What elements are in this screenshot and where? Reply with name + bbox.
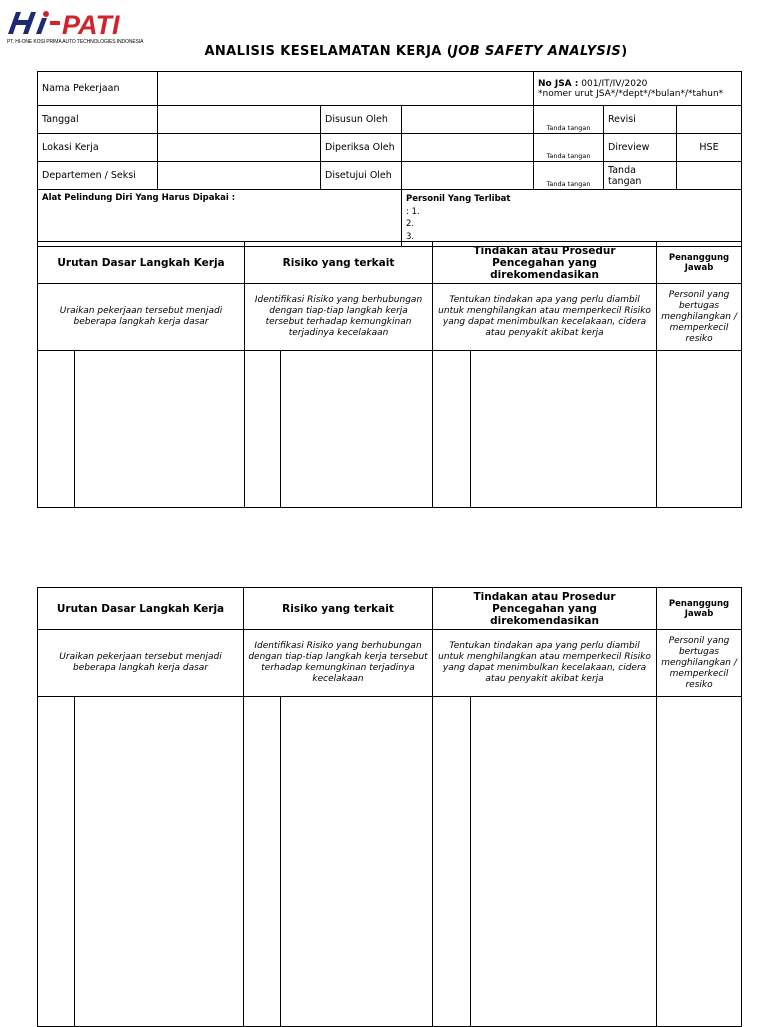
desc-risiko: Identifikasi Risiko yang berhubungan dengan tiap-tiap langkah kerja tersebut terhadap kemungkinan terjadinya kecelakaan	[245, 284, 433, 351]
entry-urutan[interactable]	[75, 697, 244, 1027]
personil-item-2: 2.	[406, 219, 415, 229]
label-no-jsa: No JSA :	[538, 79, 579, 89]
header-penanggung-jawab: Penanggung Jawab	[657, 242, 742, 284]
personil-item-3: 3.	[406, 231, 415, 242]
value-hse: HSE	[677, 134, 742, 162]
label-diperiksa-oleh: Diperiksa Oleh	[321, 134, 402, 162]
desc-urutan: Uraikan pekerjaan tersebut menjadi beberapa langkah kerja dasar	[38, 284, 245, 351]
entry-urutan[interactable]	[75, 351, 245, 508]
desc-penanggung-jawab: Personil yang bertugas menghilangkan / memperkecil resiko	[657, 284, 742, 351]
label-apd: Alat Pelindung Diri Yang Harus Dipakai :	[42, 193, 236, 203]
field-tanggal[interactable]	[158, 106, 321, 134]
field-lokasi-kerja[interactable]	[158, 134, 321, 162]
desc-penanggung-jawab: Personil yang bertugas menghilangkan / memperkecil resiko	[657, 630, 742, 697]
field-disusun-oleh[interactable]	[402, 106, 534, 134]
jsa-table-2	[37, 587, 742, 1027]
desc-urutan: Uraikan pekerjaan tersebut menjadi beberapa langkah kerja dasar	[38, 630, 244, 697]
entry-risiko[interactable]	[281, 351, 433, 508]
entry-penanggung-jawab[interactable]	[657, 351, 742, 508]
label-direview: Direview	[604, 134, 677, 162]
value-no-jsa: 001/IT/IV/2020	[578, 79, 648, 89]
signature-disusun[interactable]: Tanda tangan	[534, 106, 604, 134]
label-nama-pekerjaan: Nama Pekerjaan	[38, 72, 158, 106]
info-table	[37, 71, 742, 247]
label-disetujui-oleh: Disetujui Oleh	[321, 162, 402, 190]
personil-item-1: : 1.	[406, 206, 420, 217]
entry-no-tindakan[interactable]	[433, 697, 471, 1027]
label-tanggal: Tanggal	[38, 106, 158, 134]
no-jsa-format-hint: *nomer urut JSA*/*dept*/*bulan*/*tahun*	[538, 89, 724, 99]
header-risiko: Risiko yang terkait	[245, 242, 433, 284]
field-departemen[interactable]	[158, 162, 321, 190]
label-disusun-oleh: Disusun Oleh	[321, 106, 402, 134]
field-disetujui-oleh[interactable]	[402, 162, 534, 190]
label-lokasi-kerja: Lokasi Kerja	[38, 134, 158, 162]
header-urutan: Urutan Dasar Langkah Kerja	[38, 242, 245, 284]
header-risiko: Risiko yang terkait	[244, 588, 433, 630]
company-name: PT. HI-ONE KOSI PRIMA AUTO TECHNOLOGIES INDONESIA	[7, 39, 144, 45]
entry-penanggung-jawab[interactable]	[657, 697, 742, 1027]
entry-tindakan[interactable]	[471, 351, 657, 508]
jsa-table-1	[37, 241, 742, 508]
entry-tindakan[interactable]	[471, 697, 657, 1027]
svg-text:PATI: PATI	[62, 10, 120, 38]
desc-risiko: Identifikasi Risiko yang berhubungan dengan tiap-tiap langkah kerja tersebut terhadap kemungkinan terjadinya kecelakaan	[244, 630, 433, 697]
entry-no-urutan[interactable]	[38, 697, 75, 1027]
company-logo	[6, 8, 156, 48]
field-tanda-tangan[interactable]	[677, 162, 742, 190]
label-personil: Personil Yang Terlibat	[406, 194, 511, 204]
apd-cell[interactable]	[38, 190, 402, 247]
header-penanggung-jawab: Penanggung Jawab	[657, 588, 742, 630]
header-tindakan: Tindakan atau Prosedur Pencegahan yang direkomendasikan	[433, 242, 657, 284]
label-departemen: Departemen / Seksi	[38, 162, 158, 190]
label-revisi: Revisi	[604, 106, 677, 134]
header-urutan: Urutan Dasar Langkah Kerja	[38, 588, 244, 630]
personil-cell[interactable]	[402, 190, 742, 247]
entry-no-risiko[interactable]	[245, 351, 281, 508]
desc-tindakan: Tentukan tindakan apa yang perlu diambil untuk menghilangkan atau memperkecil Risiko yang dapat menimbulkan kecelakaan, cidera atau penyakit akibat kerja	[433, 284, 657, 351]
label-tanda-tangan: Tanda tangan	[604, 162, 677, 190]
document-title: ANALISIS KESELAMATAN KERJA (JOB SAFETY ANALYSIS)	[204, 44, 628, 59]
entry-risiko[interactable]	[281, 697, 433, 1027]
no-jsa-cell	[534, 72, 742, 106]
field-diperiksa-oleh[interactable]	[402, 134, 534, 162]
signature-diperiksa[interactable]: Tanda tangan	[534, 134, 604, 162]
signature-disetujui[interactable]: Tanda tangan	[534, 162, 604, 190]
entry-no-risiko[interactable]	[244, 697, 281, 1027]
field-nama-pekerjaan[interactable]	[158, 72, 534, 106]
entry-no-tindakan[interactable]	[433, 351, 471, 508]
desc-tindakan: Tentukan tindakan apa yang perlu diambil untuk menghilangkan atau memperkecil Risiko yang dapat menimbulkan kecelakaan, cidera atau penyakit akibat kerja	[433, 630, 657, 697]
entry-no-urutan[interactable]	[38, 351, 75, 508]
header-tindakan: Tindakan atau Prosedur Pencegahan yang direkomendasikan	[433, 588, 657, 630]
field-revisi[interactable]	[677, 106, 742, 134]
